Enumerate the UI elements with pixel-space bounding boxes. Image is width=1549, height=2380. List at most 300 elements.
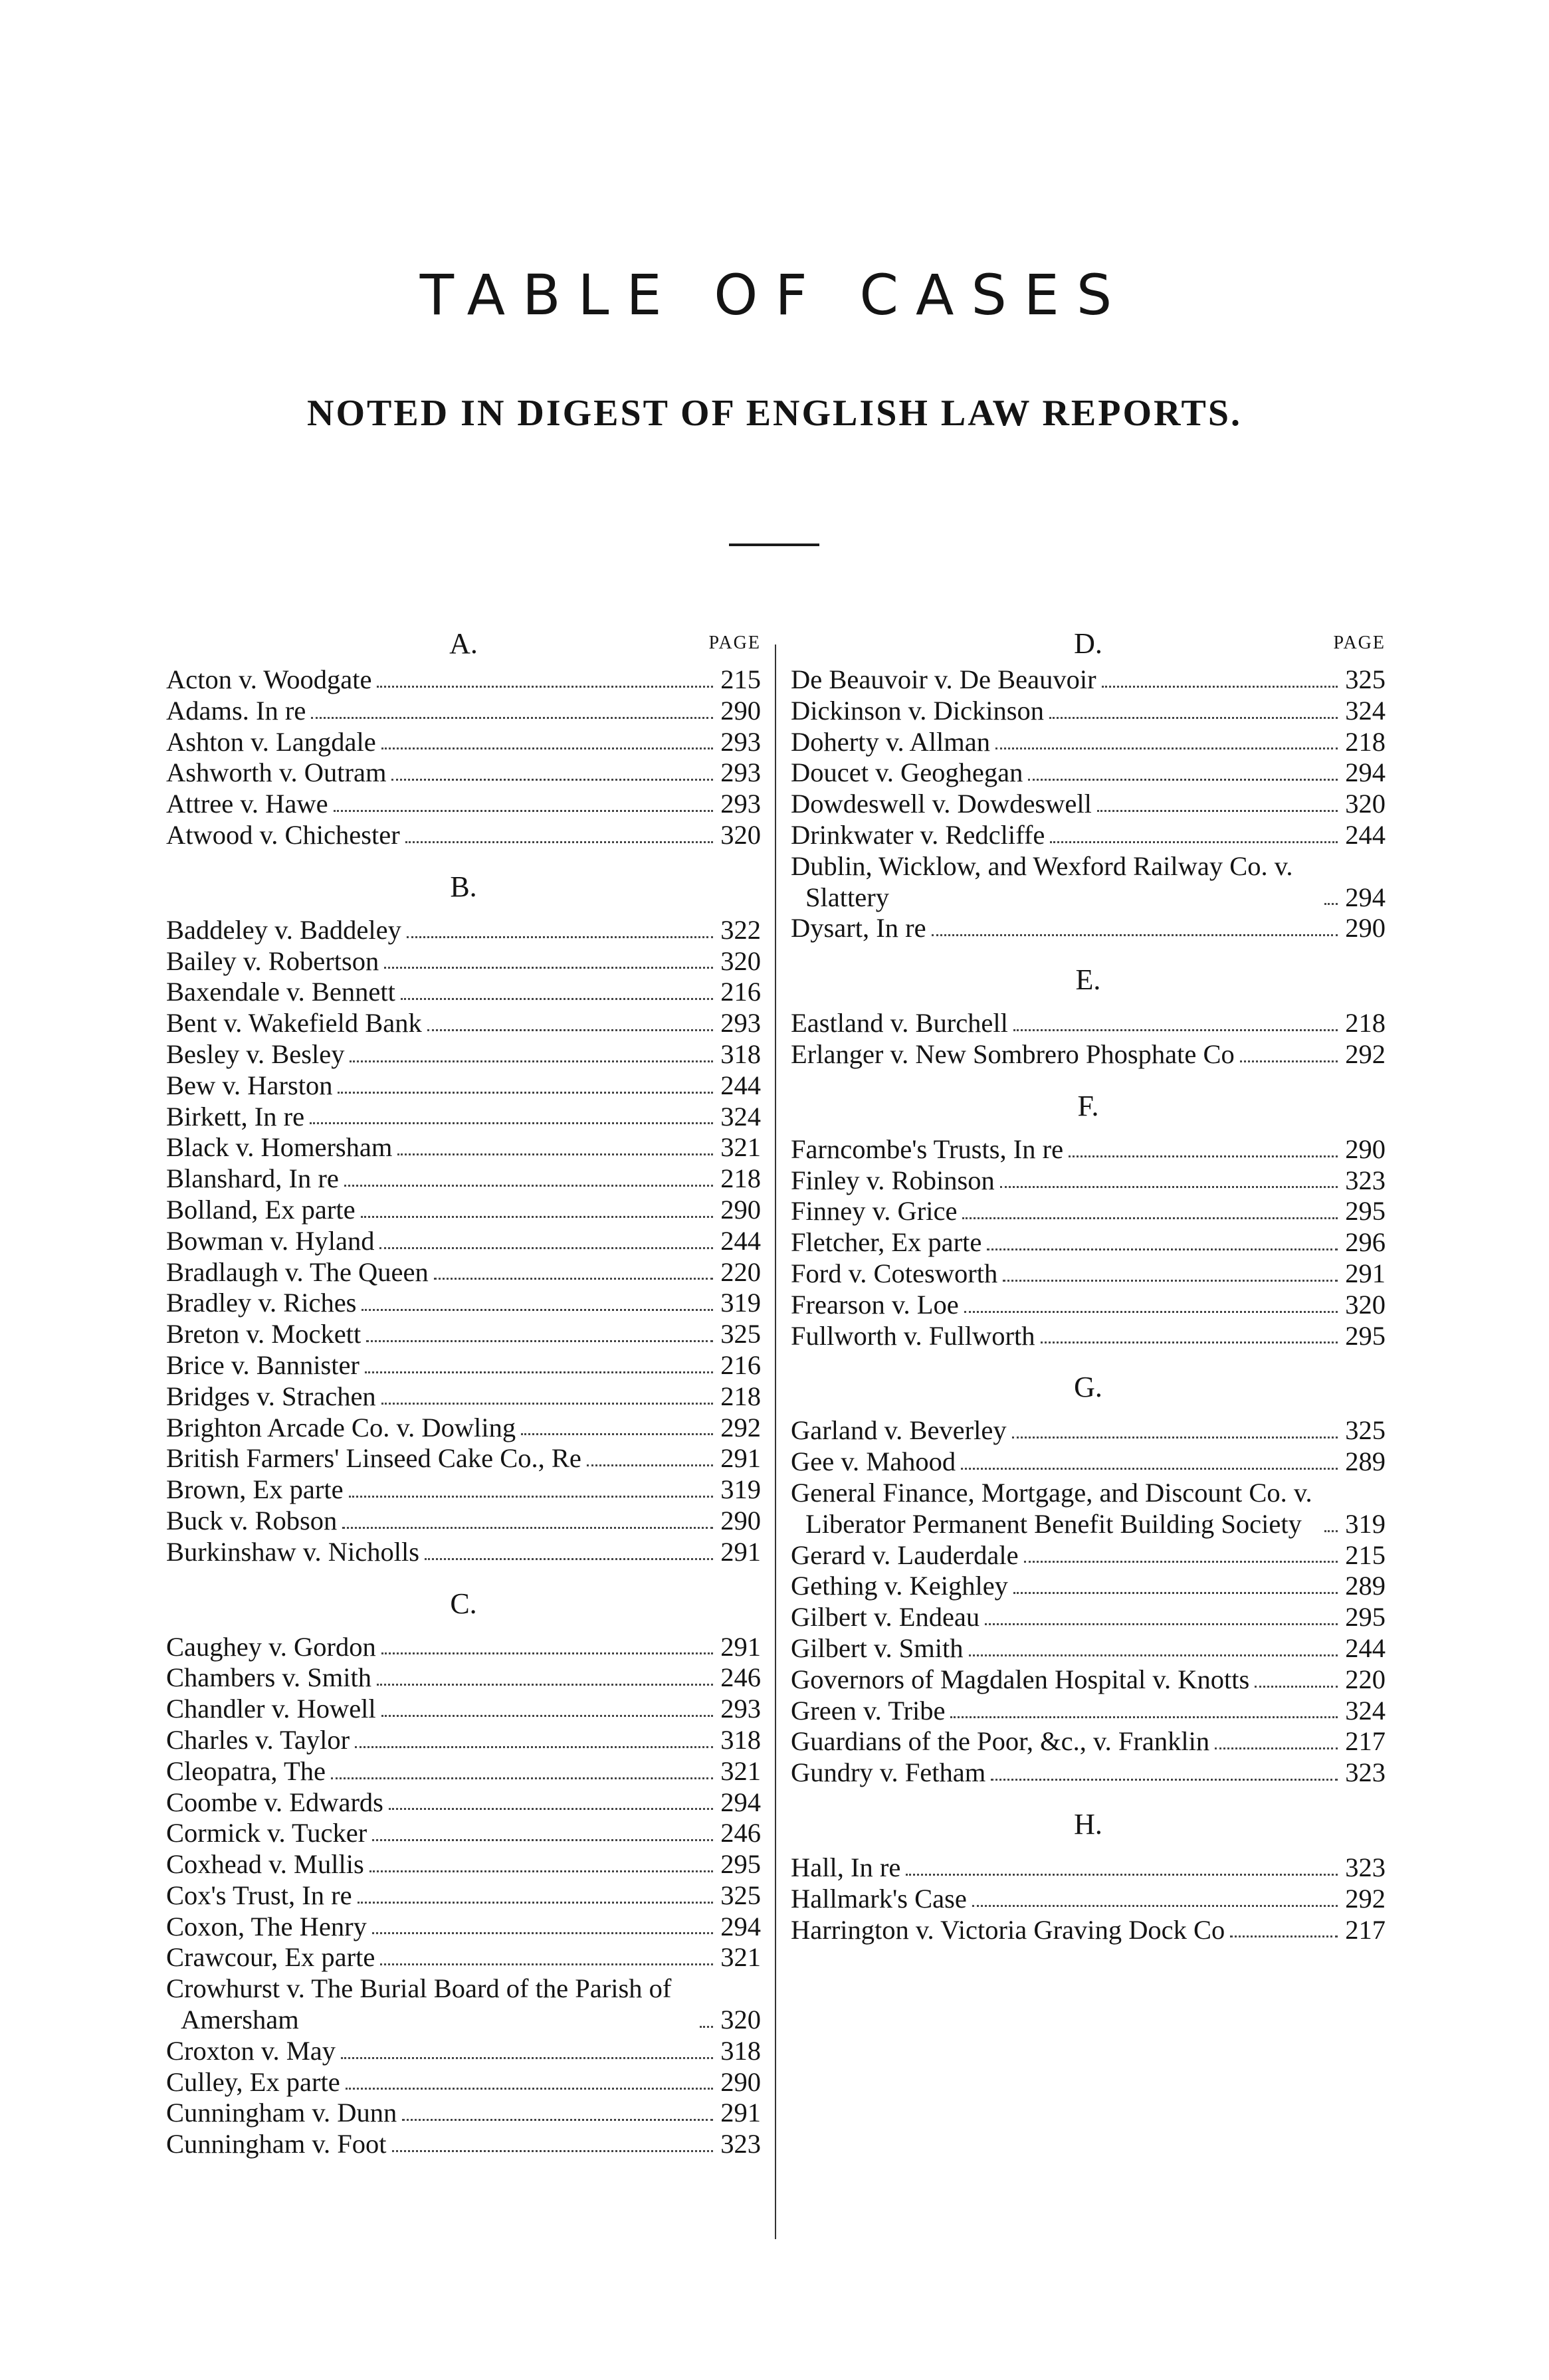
case-text bbox=[791, 1540, 1343, 1571]
case-text bbox=[166, 1102, 718, 1133]
case-text bbox=[791, 1415, 1343, 1446]
case-entry bbox=[166, 1008, 761, 1039]
case-entry bbox=[166, 727, 761, 758]
case-name: Doherty v. Allman bbox=[791, 726, 990, 757]
case-text bbox=[166, 1163, 718, 1195]
dot-leader bbox=[389, 1808, 713, 1810]
case-entry bbox=[166, 1413, 761, 1444]
dot-leader bbox=[1024, 1561, 1338, 1563]
page-title: TABLE OF CASES bbox=[419, 262, 1130, 328]
dot-leader bbox=[950, 1716, 1338, 1718]
case-name: Ashton v. Langdale bbox=[166, 726, 376, 757]
case-entry bbox=[791, 1478, 1386, 1540]
page-number: 291 bbox=[720, 1443, 761, 1474]
page-number: 216 bbox=[720, 1349, 761, 1380]
page-number: 289 bbox=[1345, 1446, 1386, 1477]
case-entry bbox=[791, 1321, 1386, 1352]
page-number: 215 bbox=[1345, 1539, 1386, 1570]
page-number: 320 bbox=[1345, 1289, 1386, 1320]
page-number: 290 bbox=[720, 1194, 761, 1225]
page-number: 294 bbox=[1345, 757, 1386, 788]
page-number: 290 bbox=[720, 1505, 761, 1536]
column-header bbox=[791, 623, 1386, 664]
case-entry bbox=[166, 1257, 761, 1288]
page-number: 290 bbox=[1345, 1134, 1386, 1164]
case-text bbox=[166, 1132, 718, 1163]
case-entry bbox=[791, 789, 1386, 820]
case-name: Gilbert v. Endeau bbox=[791, 1602, 980, 1633]
page-number: 292 bbox=[1345, 1039, 1386, 1069]
section-letter: C. bbox=[450, 1587, 477, 1620]
page-number: 217 bbox=[1345, 1726, 1386, 1757]
column-header bbox=[166, 623, 761, 664]
case-text bbox=[166, 1288, 718, 1319]
case-text bbox=[166, 820, 718, 851]
case-entry bbox=[791, 1039, 1386, 1070]
case-name: Coombe v. Edwards bbox=[166, 1787, 383, 1817]
page-number: 291 bbox=[1345, 1258, 1386, 1288]
case-text bbox=[166, 1506, 718, 1537]
dot-leader bbox=[401, 998, 713, 1000]
case-entry bbox=[791, 1227, 1386, 1258]
case-text bbox=[166, 757, 718, 789]
page-number: 290 bbox=[720, 2066, 761, 2097]
case-name: Finney v. Grice bbox=[791, 1196, 958, 1227]
dot-leader bbox=[1013, 1029, 1338, 1031]
case-entry bbox=[791, 1696, 1386, 1727]
dot-leader bbox=[1049, 717, 1338, 719]
case-text bbox=[166, 1662, 718, 1694]
page-number: 325 bbox=[1345, 664, 1386, 694]
case-text bbox=[791, 913, 1343, 944]
case-entry bbox=[791, 757, 1386, 789]
page-number: 293 bbox=[720, 789, 761, 819]
case-name: Garland v. Beverley bbox=[791, 1415, 1007, 1446]
case-name: Dysart, In re bbox=[791, 913, 926, 943]
case-list bbox=[791, 1008, 1386, 1070]
case-text bbox=[166, 1226, 718, 1257]
page-number: 321 bbox=[720, 1942, 761, 1973]
case-entry bbox=[791, 727, 1386, 758]
case-text bbox=[166, 1818, 718, 1849]
page-number: 318 bbox=[720, 2035, 761, 2066]
case-list bbox=[166, 1632, 761, 2161]
case-list bbox=[791, 664, 1386, 944]
page-number: 293 bbox=[720, 1694, 761, 1724]
page-number: 325 bbox=[720, 1880, 761, 1910]
case-name: Bolland, Ex parte bbox=[166, 1194, 356, 1225]
case-entry bbox=[791, 1571, 1386, 1602]
dot-leader bbox=[311, 717, 713, 719]
case-text bbox=[791, 1321, 1343, 1352]
page-number: 324 bbox=[1345, 695, 1386, 726]
page-number: 291 bbox=[720, 2098, 761, 2128]
case-text bbox=[791, 1852, 1343, 1884]
dot-leader bbox=[425, 1558, 713, 1560]
case-entry bbox=[166, 2129, 761, 2160]
case-name: Dowdeswell v. Dowdeswell bbox=[791, 789, 1092, 819]
case-name: Doucet v. Geoghegan bbox=[791, 757, 1023, 788]
case-name: Bowman v. Hyland bbox=[166, 1225, 375, 1256]
case-entry bbox=[166, 1912, 761, 1943]
page-number: 244 bbox=[1345, 819, 1386, 850]
case-text bbox=[166, 664, 718, 696]
case-name: Brown, Ex parte bbox=[166, 1474, 344, 1505]
case-text bbox=[791, 1664, 1343, 1696]
case-text bbox=[791, 757, 1343, 789]
case-entry bbox=[166, 1319, 761, 1350]
case-list bbox=[791, 1852, 1386, 1945]
case-text bbox=[166, 1195, 718, 1226]
case-text bbox=[166, 1973, 718, 2036]
section-letter: E. bbox=[1075, 963, 1101, 997]
case-entry bbox=[791, 1633, 1386, 1664]
case-name: Ford v. Cotesworth bbox=[791, 1258, 998, 1288]
page-number: 325 bbox=[1345, 1415, 1386, 1446]
case-text bbox=[166, 1257, 718, 1288]
page-number: 295 bbox=[1345, 1320, 1386, 1351]
case-list bbox=[791, 1415, 1386, 1789]
case-entry bbox=[166, 915, 761, 946]
case-name: Harrington v. Victoria Graving Dock Co bbox=[791, 1914, 1225, 1945]
page-number: 321 bbox=[720, 1132, 761, 1163]
dot-leader bbox=[334, 810, 713, 812]
dot-leader bbox=[987, 1248, 1338, 1250]
dot-leader bbox=[381, 1403, 713, 1405]
case-entry bbox=[166, 1787, 761, 1819]
page-number: 293 bbox=[720, 757, 761, 788]
case-entry bbox=[791, 696, 1386, 727]
case-name: Acton v. Woodgate bbox=[166, 664, 372, 694]
case-name: Bent v. Wakefield Bank bbox=[166, 1008, 422, 1039]
dot-leader bbox=[377, 1684, 713, 1686]
case-text bbox=[791, 664, 1343, 696]
case-entry bbox=[166, 1632, 761, 1663]
page-number: 220 bbox=[720, 1256, 761, 1287]
case-text bbox=[166, 2129, 718, 2160]
case-name: Gundry v. Fetham bbox=[791, 1757, 986, 1788]
case-entry bbox=[166, 1163, 761, 1195]
dot-leader bbox=[380, 1963, 713, 1965]
dot-leader bbox=[1013, 1592, 1338, 1594]
case-text bbox=[166, 1787, 718, 1819]
dot-leader bbox=[381, 1652, 713, 1654]
page-number: 323 bbox=[1345, 1757, 1386, 1788]
case-name: General Finance, Mortgage, and Discount Co. v. Liberator Permanent Benefit Building Society bbox=[791, 1477, 1312, 1539]
page-number: 289 bbox=[1345, 1571, 1386, 1601]
page-number: 217 bbox=[1345, 1914, 1386, 1945]
case-entry bbox=[166, 2067, 761, 2098]
dot-leader bbox=[397, 1153, 713, 1155]
case-name: Blanshard, In re bbox=[166, 1163, 339, 1194]
case-entry bbox=[166, 1226, 761, 1257]
case-list bbox=[166, 664, 761, 851]
page-number: 322 bbox=[720, 914, 761, 945]
case-name: Cunningham v. Dunn bbox=[166, 2098, 397, 2128]
case-text bbox=[791, 1757, 1343, 1789]
case-entry bbox=[791, 1664, 1386, 1696]
case-name: Baddeley v. Baddeley bbox=[166, 914, 401, 945]
case-text bbox=[166, 1474, 718, 1506]
case-entry bbox=[166, 1725, 761, 1756]
case-text bbox=[166, 1039, 718, 1070]
case-text bbox=[166, 1725, 718, 1756]
case-text bbox=[166, 1443, 718, 1474]
case-entry bbox=[791, 1196, 1386, 1227]
dot-leader bbox=[962, 1217, 1338, 1219]
case-entry bbox=[166, 820, 761, 851]
case-name: Cleopatra, The bbox=[166, 1755, 326, 1786]
case-text bbox=[791, 1290, 1343, 1321]
case-name: Frearson v. Loe bbox=[791, 1289, 959, 1320]
page-number: 319 bbox=[720, 1288, 761, 1318]
case-entry bbox=[791, 820, 1386, 851]
dot-leader bbox=[972, 1905, 1338, 1907]
case-name: Dickinson v. Dickinson bbox=[791, 695, 1044, 726]
page-number: 318 bbox=[720, 1039, 761, 1069]
page-number: 294 bbox=[1345, 882, 1386, 912]
dot-leader bbox=[310, 1122, 713, 1124]
case-name: Birkett, In re bbox=[166, 1101, 305, 1132]
case-name: Coxon, The Henry bbox=[166, 1911, 367, 1941]
dot-leader bbox=[349, 1496, 713, 1498]
case-name: Governors of Magdalen Hospital v. Knotts bbox=[791, 1664, 1250, 1694]
dot-leader bbox=[906, 1874, 1338, 1876]
case-list bbox=[166, 915, 761, 1568]
page-number: 220 bbox=[1345, 1664, 1386, 1694]
dot-leader bbox=[384, 967, 713, 969]
page-number: 320 bbox=[720, 819, 761, 850]
case-entry bbox=[791, 1726, 1386, 1757]
case-text bbox=[166, 2067, 718, 2098]
case-entry bbox=[166, 1381, 761, 1413]
case-entry bbox=[166, 1102, 761, 1133]
case-entry bbox=[166, 696, 761, 727]
dot-leader bbox=[932, 934, 1338, 936]
case-name: Bailey v. Robertson bbox=[166, 945, 379, 976]
case-entry bbox=[166, 977, 761, 1008]
dot-leader bbox=[358, 1902, 713, 1904]
case-text bbox=[166, 1070, 718, 1102]
case-text bbox=[166, 946, 718, 977]
case-entry bbox=[166, 1474, 761, 1506]
dot-leader bbox=[1097, 810, 1338, 812]
dot-leader bbox=[1028, 779, 1338, 781]
case-name: Hall, In re bbox=[791, 1852, 901, 1882]
dot-leader bbox=[342, 1527, 713, 1529]
dot-leader bbox=[379, 1247, 713, 1249]
case-name: Green v. Tribe bbox=[791, 1695, 946, 1726]
case-entry bbox=[166, 664, 761, 696]
case-entry bbox=[791, 664, 1386, 696]
dot-leader bbox=[961, 1468, 1338, 1470]
case-name: British Farmers' Linseed Cake Co., Re bbox=[166, 1443, 581, 1474]
case-name: Drinkwater v. Redcliffe bbox=[791, 819, 1045, 850]
case-text bbox=[791, 789, 1343, 820]
case-entry bbox=[166, 1818, 761, 1849]
page-number: 218 bbox=[720, 1163, 761, 1194]
dot-leader bbox=[372, 1839, 713, 1841]
page-number: 244 bbox=[720, 1225, 761, 1256]
case-name: Charles v. Taylor bbox=[166, 1724, 350, 1755]
case-name: Gething v. Keighley bbox=[791, 1571, 1008, 1601]
left-column bbox=[166, 623, 761, 2160]
case-text bbox=[791, 1726, 1343, 1757]
dot-leader bbox=[434, 1278, 713, 1280]
case-name: Brighton Arcade Co. v. Dowling bbox=[166, 1412, 516, 1442]
page-number: 321 bbox=[720, 1755, 761, 1786]
case-text bbox=[791, 820, 1343, 851]
case-entry bbox=[791, 1602, 1386, 1633]
case-entry bbox=[791, 1446, 1386, 1478]
case-name: Cormick v. Tucker bbox=[166, 1818, 367, 1848]
case-entry bbox=[791, 1165, 1386, 1197]
dot-leader bbox=[346, 2088, 713, 2090]
section-letter: B. bbox=[450, 870, 477, 903]
case-name: Dublin, Wicklow, and Wexford Railway Co. v. Slattery bbox=[791, 850, 1293, 912]
case-entry bbox=[166, 1443, 761, 1474]
right-column bbox=[791, 623, 1386, 1945]
section-letter: D. bbox=[1074, 627, 1102, 660]
case-entry bbox=[166, 1662, 761, 1694]
case-entry bbox=[166, 946, 761, 977]
case-entry bbox=[166, 2036, 761, 2067]
case-entry bbox=[166, 1288, 761, 1319]
dot-leader bbox=[991, 1779, 1338, 1781]
section-letter: F. bbox=[1077, 1089, 1099, 1122]
dot-leader bbox=[1255, 1686, 1338, 1688]
page-number: 295 bbox=[1345, 1602, 1386, 1633]
dot-leader bbox=[1050, 841, 1338, 843]
case-entry bbox=[791, 1540, 1386, 1571]
dot-leader bbox=[587, 1464, 713, 1466]
page-number: 320 bbox=[720, 2005, 761, 2035]
page-number: 218 bbox=[720, 1381, 761, 1411]
case-text bbox=[791, 1571, 1343, 1602]
case-entry bbox=[791, 913, 1386, 944]
page-number: 325 bbox=[720, 1319, 761, 1349]
case-text bbox=[791, 1602, 1343, 1633]
case-text bbox=[166, 1694, 718, 1725]
case-entry bbox=[166, 1694, 761, 1725]
dot-leader bbox=[341, 2057, 713, 2059]
case-name: Eastland v. Burchell bbox=[791, 1008, 1008, 1039]
dot-leader bbox=[1324, 1530, 1338, 1532]
section-letter: G. bbox=[1074, 1371, 1102, 1404]
page-number: 296 bbox=[1345, 1227, 1386, 1258]
case-text bbox=[791, 1258, 1343, 1290]
case-text bbox=[791, 1134, 1343, 1165]
case-text bbox=[166, 1413, 718, 1444]
case-name: Attree v. Hawe bbox=[166, 789, 328, 819]
case-entry bbox=[166, 1070, 761, 1102]
case-text bbox=[166, 1756, 718, 1787]
case-text bbox=[791, 1008, 1343, 1039]
case-text bbox=[791, 1633, 1343, 1664]
dot-leader bbox=[964, 1311, 1338, 1313]
dot-leader bbox=[1324, 903, 1338, 905]
page-number: 319 bbox=[1345, 1508, 1386, 1539]
page-number: 244 bbox=[720, 1070, 761, 1100]
case-entry bbox=[791, 1290, 1386, 1321]
case-entry bbox=[791, 1852, 1386, 1884]
page-number: 324 bbox=[1345, 1695, 1386, 1726]
page-number: 319 bbox=[720, 1474, 761, 1505]
case-text bbox=[166, 727, 718, 758]
dot-leader bbox=[521, 1433, 713, 1435]
dot-leader bbox=[995, 747, 1338, 749]
dot-leader bbox=[355, 1746, 713, 1748]
dot-leader bbox=[1012, 1437, 1338, 1438]
case-name: Cunningham v. Foot bbox=[166, 2129, 387, 2159]
dot-leader bbox=[1215, 1747, 1338, 1749]
page-number: 318 bbox=[720, 1724, 761, 1755]
page-number: 295 bbox=[720, 1849, 761, 1880]
page-number: 294 bbox=[720, 1787, 761, 1817]
page-number: 291 bbox=[720, 1631, 761, 1662]
page-number: 293 bbox=[720, 726, 761, 757]
dot-leader bbox=[377, 686, 713, 688]
case-entry bbox=[166, 1132, 761, 1163]
section-letter: A. bbox=[449, 627, 478, 660]
page-number: 295 bbox=[1345, 1196, 1386, 1227]
case-entry bbox=[166, 757, 761, 789]
page-subtitle: NOTED IN DIGEST OF ENGLISH LAW REPORTS. bbox=[307, 393, 1242, 434]
dot-leader bbox=[391, 779, 713, 781]
title-rule bbox=[729, 544, 819, 546]
case-name: Besley v. Besley bbox=[166, 1039, 345, 1069]
page-number: 292 bbox=[720, 1412, 761, 1442]
case-name: Chambers v. Smith bbox=[166, 1662, 371, 1693]
page-number: 215 bbox=[720, 664, 761, 694]
case-name: Erlanger v. New Sombrero Phosphate Co bbox=[791, 1039, 1235, 1069]
case-name: Fullworth v. Fullworth bbox=[791, 1320, 1035, 1351]
case-name: Gilbert v. Smith bbox=[791, 1633, 964, 1663]
case-name: Baxendale v. Bennett bbox=[166, 977, 395, 1007]
case-text bbox=[166, 977, 718, 1008]
case-name: Bradley v. Riches bbox=[166, 1288, 357, 1318]
case-text bbox=[166, 1942, 718, 1973]
case-text bbox=[166, 789, 718, 820]
case-entry bbox=[166, 1506, 761, 1537]
dot-leader bbox=[344, 1185, 713, 1187]
case-text bbox=[166, 915, 718, 946]
case-entry bbox=[166, 1880, 761, 1912]
dot-leader bbox=[405, 841, 713, 843]
case-text bbox=[166, 1849, 718, 1880]
dot-leader bbox=[372, 1932, 713, 1934]
case-entry bbox=[166, 1756, 761, 1787]
case-text bbox=[791, 1696, 1343, 1727]
case-name: Coxhead v. Mullis bbox=[166, 1849, 364, 1880]
dot-leader bbox=[392, 2150, 713, 2152]
page-number: 290 bbox=[1345, 913, 1386, 943]
case-entry bbox=[791, 1415, 1386, 1446]
dot-leader bbox=[365, 1371, 713, 1373]
case-name: Brice v. Bannister bbox=[166, 1349, 360, 1380]
case-name: Black v. Homersham bbox=[166, 1132, 393, 1163]
dot-leader bbox=[381, 1715, 713, 1717]
dot-leader bbox=[361, 1309, 713, 1311]
case-entry bbox=[166, 1942, 761, 1973]
case-text bbox=[166, 1912, 718, 1943]
case-name: Atwood v. Chichester bbox=[166, 819, 400, 850]
case-name: Guardians of the Poor, &c., v. Franklin bbox=[791, 1726, 1210, 1757]
page-number: 324 bbox=[720, 1101, 761, 1132]
case-name: Farncombe's Trusts, In re bbox=[791, 1134, 1064, 1164]
page-column-label: PAGE bbox=[1333, 633, 1386, 653]
case-text bbox=[166, 2098, 718, 2129]
